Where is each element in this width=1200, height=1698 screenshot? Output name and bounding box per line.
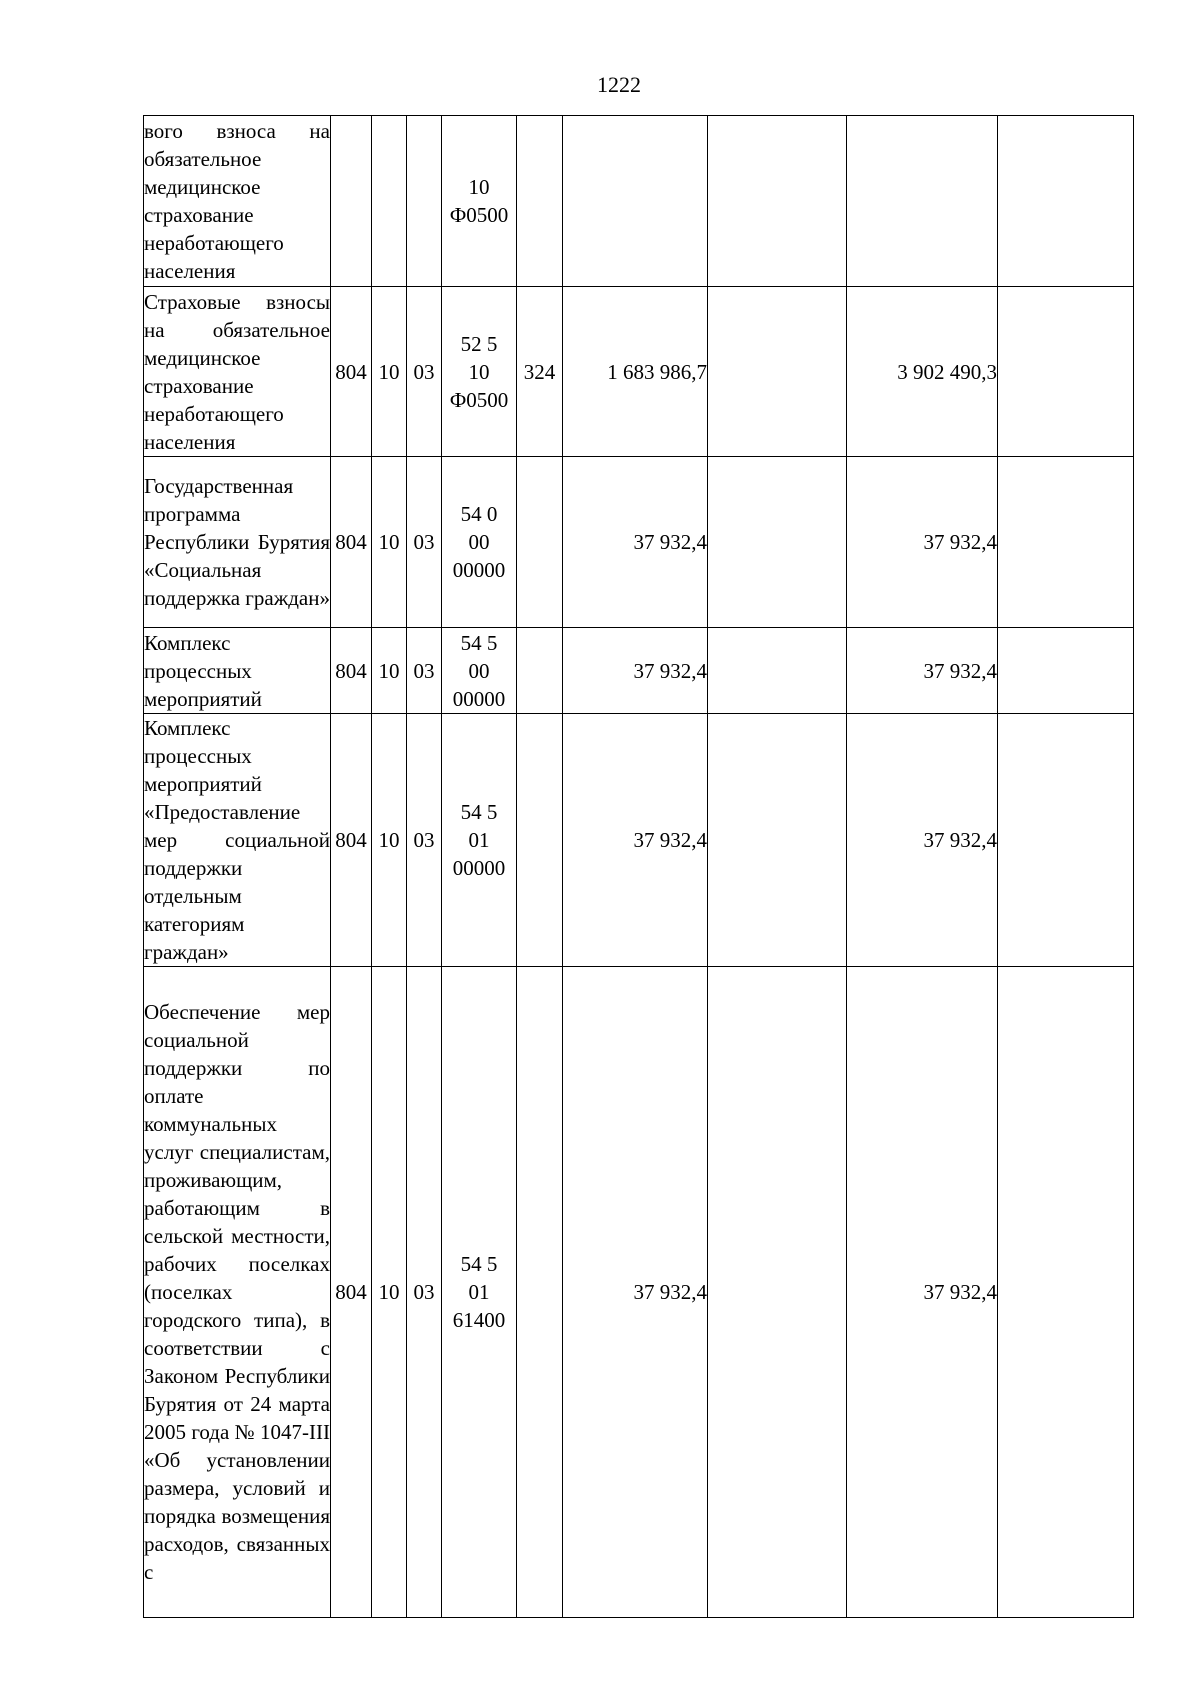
- vr-cell: [517, 116, 563, 287]
- sum2-cell: [708, 287, 847, 457]
- vr-cell: [517, 714, 563, 967]
- sum3-cell: 37 932,4: [847, 714, 998, 967]
- pr-cell: 03: [407, 287, 442, 457]
- row-name-cell: Обеспечение мер социальной поддержки по оплате коммунальных услуг специалистам, проживающим, работающим в сельской местности, рабочих поселках (поселках городского типа), в соответствии с Законом Республики Бурятия от 24 марта 2005 года № 1047-III «Об установлении размера, условий и порядка возмещения расходов, связанных с: [144, 967, 331, 1618]
- csr-cell: 54 5 01 00000: [442, 714, 517, 967]
- sum2-cell: [708, 457, 847, 628]
- sum2-cell: [708, 116, 847, 287]
- table-row: [144, 714, 1134, 967]
- row-name-cell: Комплекс процессных мероприятий: [144, 628, 331, 714]
- table-row: [144, 967, 1134, 1618]
- row-name-cell: Страховые взносы на обязательное медицинское страхование неработающего населения: [144, 287, 331, 457]
- sum2-cell: [708, 967, 847, 1618]
- ved-cell: 804: [331, 967, 372, 1618]
- csr-cell: 54 5 01 61400: [442, 967, 517, 1618]
- sum4-cell: [998, 287, 1134, 457]
- sum1-cell: 37 932,4: [563, 714, 708, 967]
- csr-cell: 54 5 00 00000: [442, 628, 517, 714]
- ved-cell: 804: [331, 457, 372, 628]
- rz-cell: 10: [372, 287, 407, 457]
- table-row: [144, 116, 1134, 287]
- sum2-cell: [708, 628, 847, 714]
- rz-cell: 10: [372, 457, 407, 628]
- ved-cell: 804: [331, 714, 372, 967]
- sum1-cell: 1 683 986,7: [563, 287, 708, 457]
- pr-cell: 03: [407, 967, 442, 1618]
- sum3-cell: 3 902 490,3: [847, 287, 998, 457]
- budget-table: [143, 115, 1134, 1618]
- sum3-cell: 37 932,4: [847, 628, 998, 714]
- rz-cell: 10: [372, 714, 407, 967]
- table-row: [144, 287, 1134, 457]
- pr-cell: [407, 116, 442, 287]
- pr-cell: 03: [407, 628, 442, 714]
- vr-cell: [517, 457, 563, 628]
- sum4-cell: [998, 628, 1134, 714]
- pr-cell: 03: [407, 714, 442, 967]
- ved-cell: 804: [331, 628, 372, 714]
- sum1-cell: 37 932,4: [563, 457, 708, 628]
- vr-cell: 324: [517, 287, 563, 457]
- sum4-cell: [998, 116, 1134, 287]
- sum1-cell: 37 932,4: [563, 967, 708, 1618]
- sum1-cell: 37 932,4: [563, 628, 708, 714]
- vr-cell: [517, 628, 563, 714]
- row-name-cell: вого взноса на обязательное медицинское страхование неработающего населения: [144, 116, 331, 287]
- csr-cell: 10 Ф0500: [442, 116, 517, 287]
- sum2-cell: [708, 714, 847, 967]
- sum4-cell: [998, 457, 1134, 628]
- sum4-cell: [998, 967, 1134, 1618]
- rz-cell: [372, 116, 407, 287]
- rz-cell: 10: [372, 967, 407, 1618]
- csr-cell: 54 0 00 00000: [442, 457, 517, 628]
- sum3-cell: 37 932,4: [847, 457, 998, 628]
- sum3-cell: 37 932,4: [847, 967, 998, 1618]
- row-name-cell: Государственная программа Республики Бурятия «Социальная поддержка граждан»: [144, 457, 331, 628]
- page-number: 1222: [597, 72, 641, 97]
- csr-cell: 52 5 10 Ф0500: [442, 287, 517, 457]
- vr-cell: [517, 967, 563, 1618]
- table-row: [144, 628, 1134, 714]
- sum4-cell: [998, 714, 1134, 967]
- rz-cell: 10: [372, 628, 407, 714]
- table-row: [144, 457, 1134, 628]
- pr-cell: 03: [407, 457, 442, 628]
- ved-cell: 804: [331, 287, 372, 457]
- row-name-cell: Комплекс процессных мероприятий «Предоставление мер социальной поддержки отдельным категориям граждан»: [144, 714, 331, 967]
- sum1-cell: [563, 116, 708, 287]
- ved-cell: [331, 116, 372, 287]
- sum3-cell: [847, 116, 998, 287]
